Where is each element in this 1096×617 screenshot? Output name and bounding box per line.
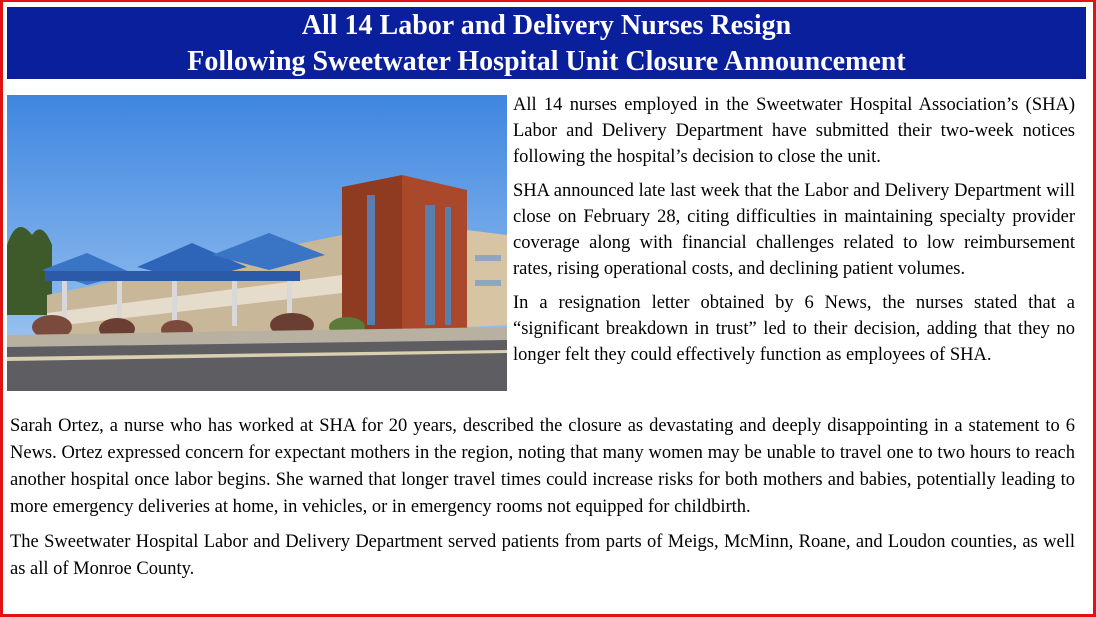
headline-line-2: Following Sweetwater Hospital Unit Closure Announcement [187, 46, 906, 77]
article-full-width [10, 413, 1075, 591]
paragraph-2: SHA announced late last week that the Labor and Delivery Department will close on February 28, citing difficulties in maintaining specialty provider coverage along with financial challenges related to low reimbursement rates, rising operational costs, and declining patient volumes. [513, 181, 1075, 279]
paragraph-1: All 14 nurses employed in the Sweetwater Hospital Association’s (SHA) Labor and Delivery Department have submitted their two-week notices following the hospital’s decision to close the unit. [513, 95, 1075, 167]
article-side-column [513, 92, 1075, 376]
paragraph-3: In a resignation letter obtained by 6 News, the nurses stated that a “significant breakdown in trust” led to their decision, adding that they no longer felt they could effectively function as employees of SHA. [513, 293, 1075, 365]
hospital-building-photo [7, 95, 507, 391]
headline-line-1: All 14 Labor and Delivery Nurses Resign [301, 10, 792, 41]
headline-banner [7, 7, 1086, 79]
paragraph-5: The Sweetwater Hospital Labor and Delivery Department served patients from parts of Meigs, McMinn, Roane, and Loudon counties, as well as all of Monroe County. [10, 532, 1075, 579]
paragraph-4: Sarah Ortez, a nurse who has worked at SHA for 20 years, described the closure as devastating and deeply disappointing in a statement to 6 News. Ortez expressed concern for expectant mothers in the region, noting that many women may be unable to travel one to two hours to reach another hospital once labor begins. She warned that longer travel times could increase risks for both mothers and babies, potentially leading to more emergency deliveries at home, in vehicles, or in emergency rooms not equipped for childbirth. [10, 416, 1075, 517]
